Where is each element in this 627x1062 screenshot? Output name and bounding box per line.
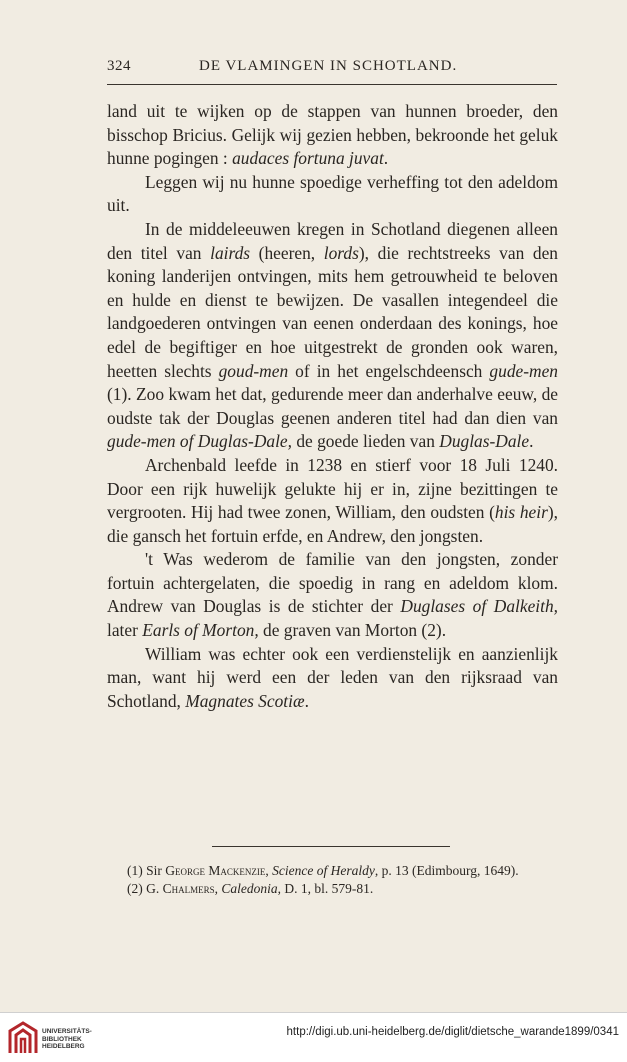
main-text [107,100,558,713]
footnote-rule [212,846,450,847]
header-rule [107,84,557,85]
library-name: UNIVERSITÄTS- BIBLIOTHEK HEIDELBERG [42,1028,92,1050]
paragraph-6: William was echter ook een verdienstelijk en aanzienlijk man, want hij werd een der leden van den rijksraad van Schotland, Magnates Scotiæ. [107,643,558,711]
footnote-1: (1) Sir George Mackenzie, Science of Heraldy, p. 13 (Edimbourg, 1649). [127,863,519,878]
footnotes [107,862,558,898]
permalink-url[interactable]: http://digi.ub.uni-heidelberg.de/diglit/dietsche_warande1899/0341 [286,1026,619,1038]
footnote-2: (2) G. Chalmers, Caledonia, D. 1, bl. 579-81. [127,881,374,896]
page-number: 324 [107,58,131,74]
paragraph-5: 't Was wederom de familie van den jongsten, zonder fortuin achtergelaten, die spoedig in rang en adeldom klom. Andrew van Douglas is de stichter der Duglases of Dalkeith, later Earls of Morton, de graven van Morton (2). [107,549,558,641]
viewer-footer [0,1012,627,1062]
paragraph-3: In de middeleeuwen kregen in Schotland diegenen alleen den titel van lairds (heeren, lords), die rechtstreeks van den koning landerijen ontvingen, mits hem getrouwheid te beloven en hulde en dienst te bewijzen. De vasallen integendeel die landgoederen ontvingen van eenen onderdaan des konings, hoe edel de begiftiger en hoe uitgestrekt de gronden ook waren, heetten slechts goud-men of in het engelschdeensch gude-men (1). Zoo kwam het dat, gedurende meer dan anderhalve eeuw, de oudste tak der Douglas geenen anderen titel had dan dien van gude-men of Duglas-Dale, de goede lieden van Duglas-Dale. [107,218,558,452]
paragraph-4: Archenbald leefde in 1238 en stierf voor 18 Juli 1240. Door een rijk huwelijk gelukte hij er in, zijne bezittingen te vergrooten. Hij had twee zonen, William, den oudsten (his heir), die gansch het fortuin erfde, en Andrew, den jongsten. [107,454,559,546]
heidelberg-library-logo-icon[interactable] [8,1021,38,1055]
paragraph-2: Leggen wij nu hunne spoedige verheffing tot den adeldom uit. [107,171,558,216]
running-title: DE VLAMINGEN IN SCHOTLAND. [199,58,458,74]
paragraph-1: land uit te wijken op de stappen van hunnen broeder, den bisschop Bricius. Gelijk wij gezien hebben, bekroonde het geluk hunne pogingen : audaces fortuna juvat. [107,101,558,169]
